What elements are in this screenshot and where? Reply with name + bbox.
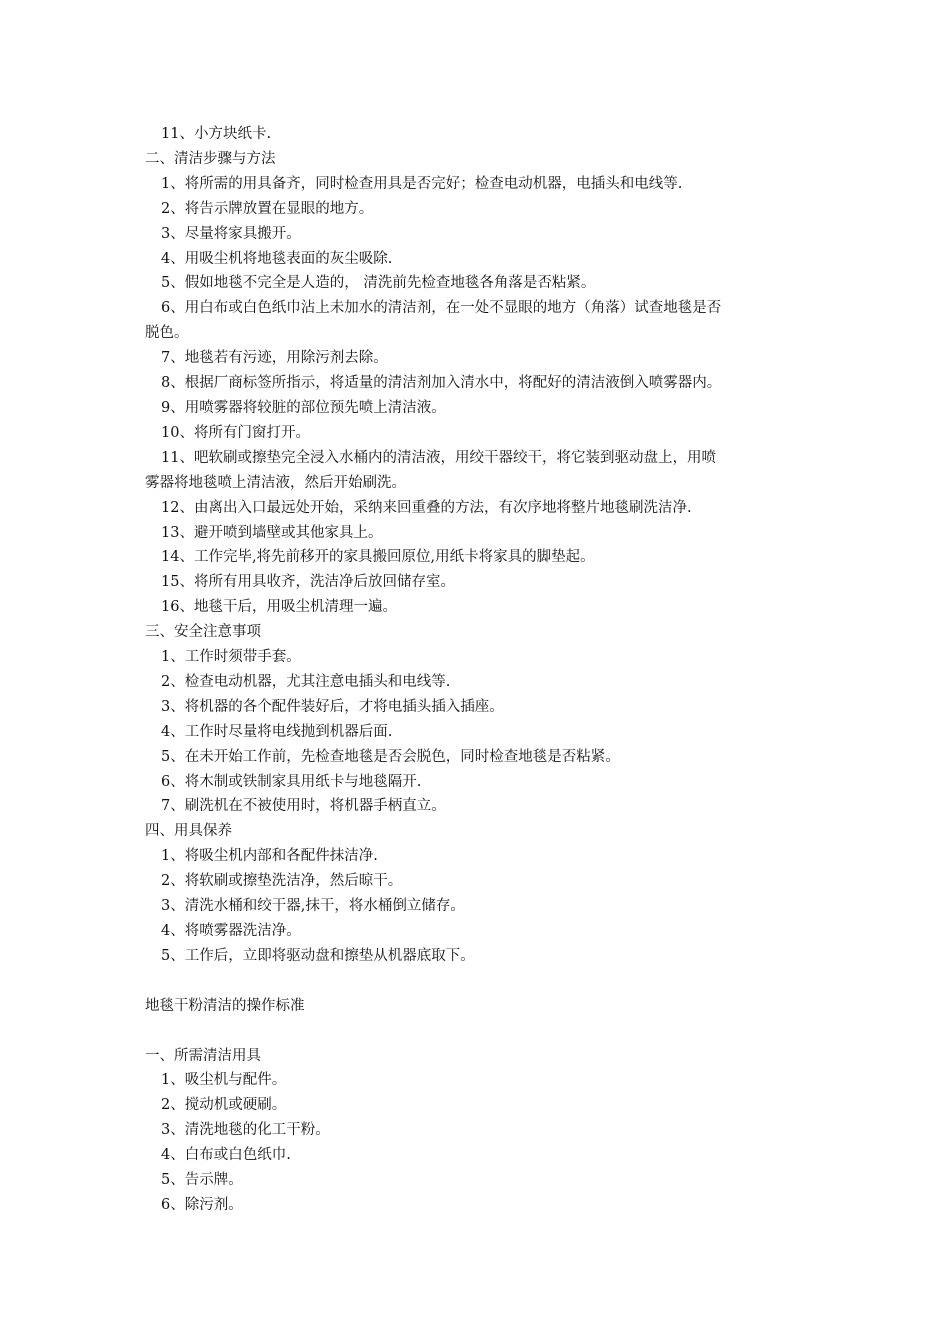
list-item: 6、将木制或铁制家具用纸卡与地毯隔开. [161, 773, 422, 790]
section-heading-tools: 一、所需清洁用具 [145, 1047, 261, 1064]
list-item: 2、搅动机或硬刷。 [161, 1097, 287, 1114]
list-item: 1、将所需的用具备齐，同时检查用具是否完好；检查电动机器，电插头和电线等. [161, 175, 683, 192]
section-heading-maintenance: 四、用具保养 [145, 823, 232, 840]
list-item: 5、假如地毯不完全是人造的， 清洗前先检查地毯各角落是否粘紧。 [161, 275, 596, 292]
list-item: 12、由离出入口最远处开始，采纳来回重叠的方法，有次序地将整片地毯刷洗洁净. [161, 499, 692, 516]
list-item: 1、将吸尘机内部和各配件抹洁净. [161, 848, 378, 865]
list-item: 3、清洗水桶和绞干器,抹干，将水桶倒立储存。 [161, 898, 465, 915]
list-item: 3、将机器的各个配件装好后，才将电插头插入插座。 [161, 698, 504, 715]
list-item: 1、吸尘机与配件。 [161, 1072, 287, 1089]
list-item: 5、工作后，立即将驱动盘和擦垫从机器底取下。 [161, 947, 475, 964]
list-item: 15、将所有用具收齐，洗洁净后放回储存室。 [161, 574, 455, 591]
list-item: 4、白布或白色纸巾. [161, 1147, 291, 1164]
list-item: 2、检查电动机器，尤其注意电插头和电线等. [161, 673, 451, 690]
blank-line [145, 969, 815, 994]
document-page [145, 122, 815, 1218]
list-item: 1、工作时须带手套。 [161, 649, 301, 666]
list-item: 10、将所有门窗打开。 [161, 424, 310, 441]
list-item: 5、在未开始工作前，先检查地毯是否会脱色，同时检查地毯是否粘紧。 [161, 748, 620, 765]
list-item: 16、地毯干后，用吸尘机清理一遍。 [161, 599, 397, 616]
list-item: 4、将喷雾器洗洁净。 [161, 923, 301, 939]
document-title: 地毯干粉清洁的操作标准 [145, 997, 305, 1014]
list-item: 11、小方块纸卡. [161, 126, 272, 142]
list-item: 6、用白布或白色纸巾沾上未加水的清洁剂，在一处不显眼的地方（角落）试查地毯是否 [161, 300, 722, 317]
list-item: 2、将告示牌放置在显眼的地方。 [161, 200, 374, 217]
list-item-continuation: 脱色。 [145, 325, 189, 342]
list-item: 7、地毯若有污迹，用除污剂去除。 [161, 350, 388, 367]
list-item: 3、尽量将家具搬开。 [161, 225, 301, 242]
section-heading-safety: 三、安全注意事项 [145, 624, 261, 641]
list-item: 5、告示牌。 [161, 1172, 243, 1189]
list-item: 8、根据厂商标签所指示，将适量的清洁剂加入清水中，将配好的清洁液倒入喷雾器内。 [161, 375, 722, 392]
list-item-continuation: 雾器将地毯喷上清洁液，然后开始刷洗。 [145, 474, 406, 491]
list-item: 6、除污剂。 [161, 1196, 243, 1213]
list-item: 4、用吸尘机将地毯表面的灰尘吸除. [161, 250, 393, 267]
list-item: 7、刷洗机在不被使用时，将机器手柄直立。 [161, 798, 446, 815]
blank-line [145, 1019, 815, 1044]
list-item: 3、清洗地毯的化工干粉。 [161, 1122, 330, 1139]
list-item: 11、吧软刷或擦垫完全浸入水桶内的清洁液，用绞干器绞干，将它装到驱动盘上，用喷 [161, 449, 716, 466]
list-item: 13、避开喷到墙壁或其他家具上。 [161, 524, 383, 541]
list-item: 14、工作完毕,将先前移开的家具搬回原位,用纸卡将家具的脚垫起。 [161, 549, 595, 566]
list-item: 2、将软刷或擦垫洗洁净，然后晾干。 [161, 873, 403, 890]
list-item: 4、工作时尽量将电线抛到机器后面. [161, 723, 393, 740]
section-heading-cleaning-steps: 二、清洁步骤与方法 [145, 150, 276, 167]
list-item: 9、用喷雾器将较脏的部位预先喷上清洁液。 [161, 399, 446, 416]
